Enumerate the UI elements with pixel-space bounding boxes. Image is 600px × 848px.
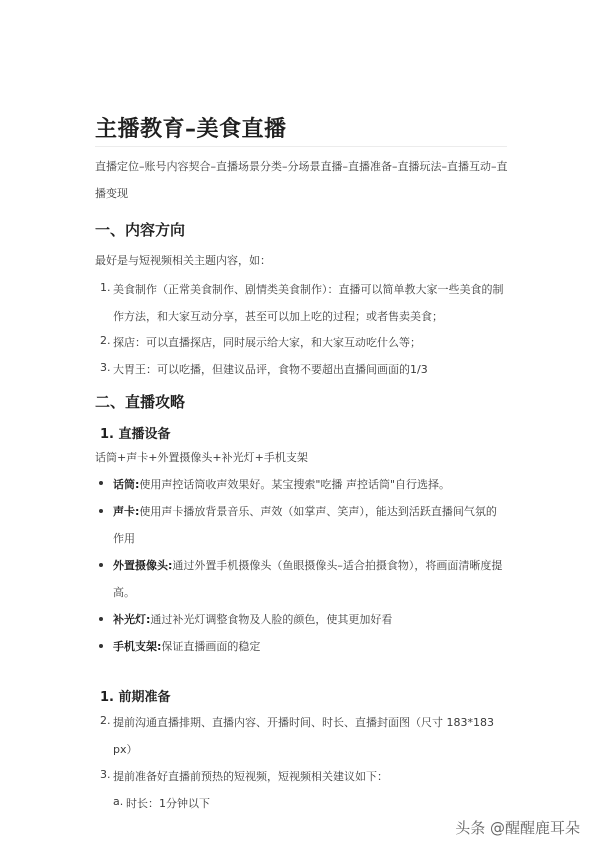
- prep-item2-line2: px）: [113, 743, 138, 756]
- bullet-microphone: [113, 476, 450, 492]
- bullet-text: 使用声卡播放背景音乐、声效（如掌声、笑声），能达到活跃直播间气氛的: [139, 505, 497, 518]
- bullet-light: [113, 611, 392, 627]
- section1-item3-num: 3.: [100, 361, 111, 374]
- bullet-soundcard-line2: 作用: [113, 532, 135, 545]
- intro-line-2: 播变现: [95, 187, 128, 200]
- watermark: 头条 @醒醒鹿耳朵: [455, 819, 580, 837]
- bullet-text: 保证直播画面的稳定: [161, 640, 261, 653]
- bullet-soundcard: [113, 503, 497, 519]
- section1-item1-line1: 美食制作（正常美食制作、剧情类美食制作）：直播可以简单教大家一些美食的制: [113, 283, 504, 296]
- bullet-camera-line2: 高。: [113, 586, 135, 599]
- bullet-term: 声卡:: [113, 505, 140, 518]
- page-title: 主播教育–美食直播: [95, 117, 287, 142]
- prep-item3-num: 3.: [100, 768, 111, 781]
- prep-item3-line1: 提前准备好直播前预热的短视频，短视频相关建议如下：: [113, 770, 388, 783]
- bullet-text: 使用声控话筒收声效果好。某宝搜索"吃播 声控话筒"自行选择。: [139, 478, 451, 491]
- bullet-term: 手机支架:: [113, 640, 162, 653]
- bullet-text: 通过补光灯调整食物及人脸的颜色，使其更加好看: [150, 613, 393, 626]
- bullet-term: 外置摄像头:: [113, 559, 173, 572]
- bullet-dot: [99, 481, 103, 485]
- equipment-heading: 1. 直播设备: [100, 427, 171, 442]
- section1-item2-line1: 探店：可以直播探店，同时展示给大家，和大家互动吃什么等；: [113, 336, 421, 349]
- prep-item2-num: 2.: [100, 714, 111, 727]
- title-divider: [95, 146, 507, 147]
- bullet-text: 通过外置手机摄像头（鱼眼摄像头–适合拍摄食物），将画面清晰度提: [172, 559, 503, 572]
- prep-subitem-text: 时长：1分钟以下: [126, 797, 210, 810]
- section1-item1-line2: 作方法，和大家互动分享，甚至可以加上吃的过程；或者售卖美食；: [113, 310, 443, 323]
- equipment-lead: 话筒+声卡+外置摄像头+补光灯+手机支架: [95, 451, 308, 464]
- section1-item2-num: 2.: [100, 334, 111, 347]
- bullet-term: 补光灯:: [113, 613, 151, 626]
- section1-heading: 一、内容方向: [95, 221, 186, 239]
- bullet-dot: [99, 509, 103, 513]
- bullet-term: 话筒:: [113, 478, 140, 491]
- bullet-stand: [113, 638, 260, 654]
- bullet-dot: [99, 617, 103, 621]
- section1-item3-line1: 大胃王：可以吃播，但建议品评，食物不要超出直播间画面的1/3: [113, 363, 428, 376]
- section2-heading: 二、直播攻略: [95, 393, 186, 411]
- intro-line-1: 直播定位–账号内容契合–直播场景分类–分场景直播–直播准备–直播玩法–直播互动–直: [95, 160, 508, 173]
- prep-subitem-num: a.: [113, 795, 124, 808]
- section1-item1-num: 1.: [100, 281, 111, 294]
- bullet-dot: [99, 644, 103, 648]
- bullet-dot: [99, 563, 103, 567]
- prep-item2-line1: 提前沟通直播排期、直播内容、开播时间、时长、直播封面图（尺寸 183*183: [113, 716, 494, 729]
- section1-lead: 最好是与短视频相关主题内容，如：: [95, 254, 271, 267]
- bullet-camera: [113, 557, 502, 573]
- preparation-heading: 1. 前期准备: [100, 690, 171, 705]
